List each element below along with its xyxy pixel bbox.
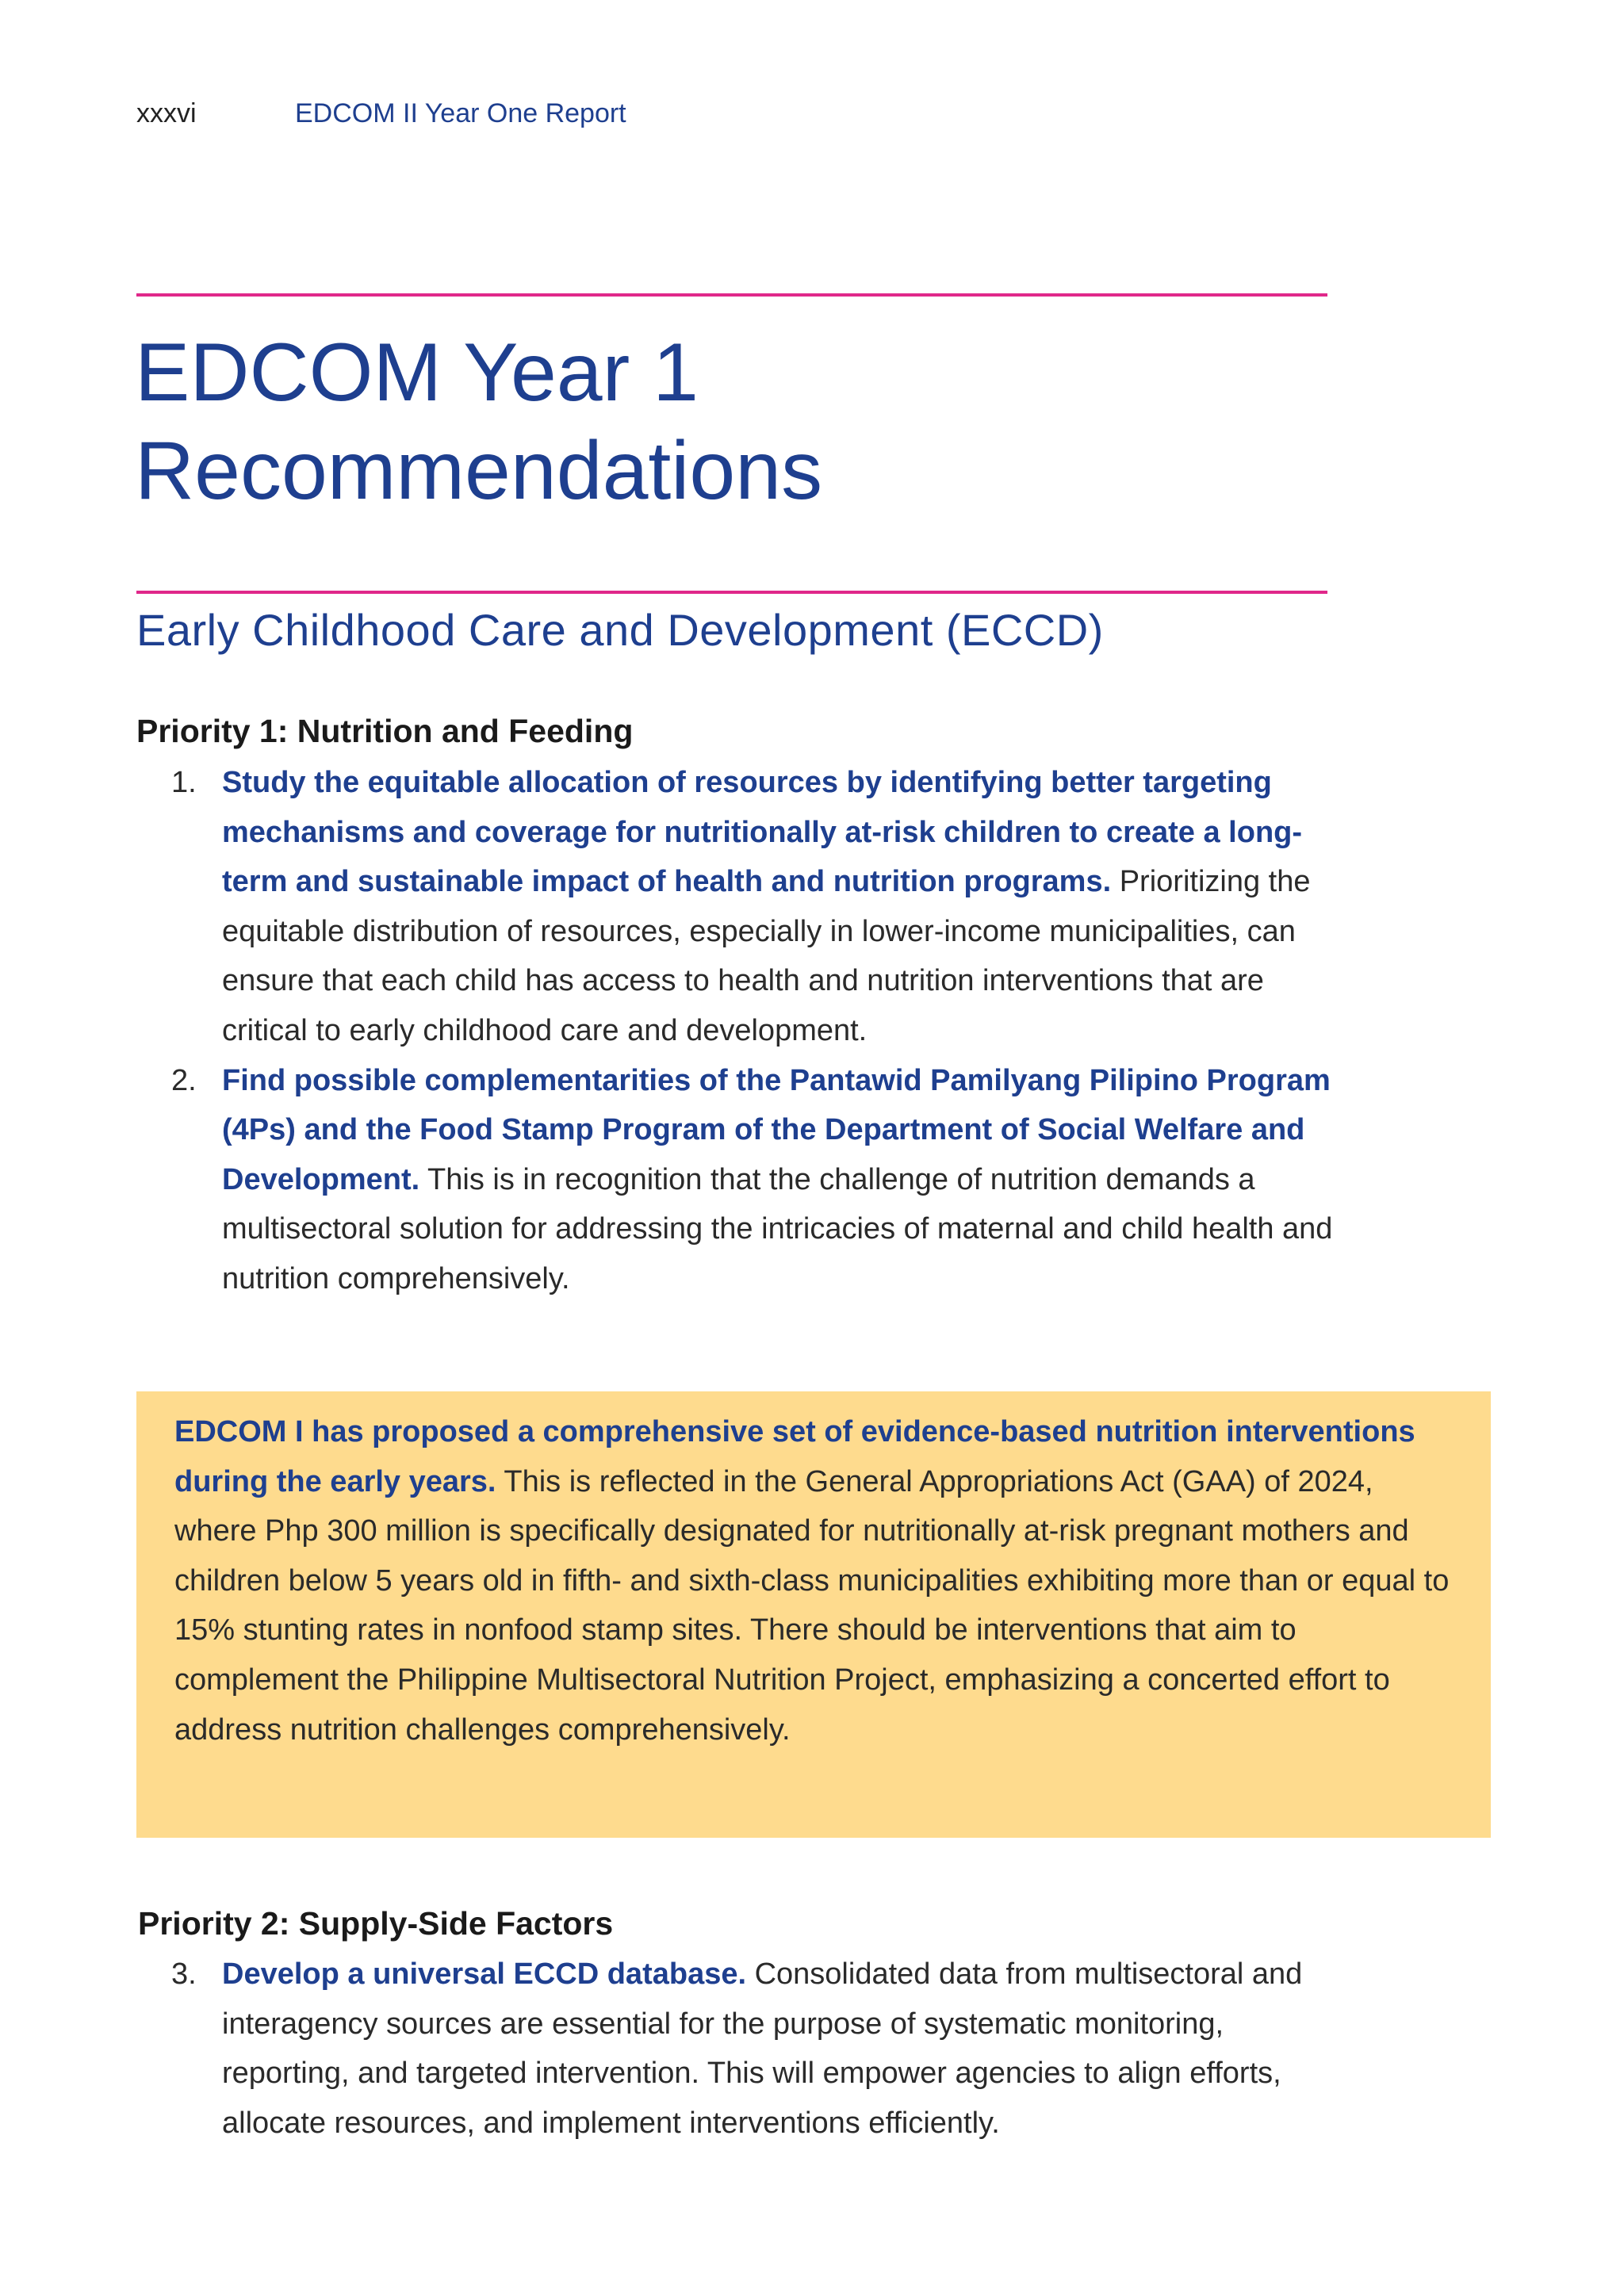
page-title-line-2: Recommendations [135, 425, 823, 517]
recommendation-1-body: Prioritizing the equitable distribution of resources, especially in lower-income municipalities, can ensure that each child has access to health and nutrition interventions that are critical to early childhood care and development. [222, 865, 1311, 1047]
page-title [135, 323, 1324, 520]
recommendation-1-lead: Study the equitable allocation of resources by identifying better targeting mechanisms and coverage for nutritionally at-risk children to create a long-term and sustainable impact of health and nutrition programs. [222, 766, 1303, 899]
callout-body: This is reflected in the General Appropriations Act (GAA) of 2024, where Php 300 million is specifically designated for nutritionally at-risk pregnant mothers and children below 5 years old in fifth- and sixth-class municipalities exhibiting more than or equal to 15% stunting rates in nonfood stamp sites. There should be interventions that aim to complement the Philippine Multisectoral Nutrition Project, emphasizing a concerted effort to address nutrition challenges comprehensively. [174, 1464, 1450, 1747]
page-title-line-1: EDCOM Year 1 [135, 327, 699, 419]
priority-2-list [136, 1950, 1342, 2148]
edcom-callout-box [136, 1391, 1491, 1838]
section-divider [136, 591, 1327, 594]
recommendation-3-body: Consolidated data from multisectoral and interagency sources are essential for the purpose of systematic monitoring, reporting, and targeted intervention. This will empower agencies to align efforts, allocate resources, and implement interventions efficiently. [222, 1957, 1303, 2140]
recommendation-1 [136, 758, 1342, 1056]
recommendation-3-number: 3. [171, 1957, 197, 1991]
recommendation-2-number: 2. [171, 1063, 197, 1097]
priority-2-heading: Priority 2: Supply-Side Factors [138, 1905, 614, 1942]
recommendation-3-lead: Develop a universal ECCD database. [222, 1957, 747, 1991]
recommendation-2-body: This is in recognition that the challenge of nutrition demands a multisectoral solution for addressing the intricacies of maternal and child health and nutrition comprehensively. [222, 1162, 1333, 1295]
recommendation-2-lead: Find possible complementarities of the Pantawid Pamilyang Pilipino Program (4Ps) and the Food Stamp Program of the Department of Social Welfare and Development. [222, 1063, 1331, 1196]
priority-1-heading: Priority 1: Nutrition and Feeding [136, 713, 634, 749]
callout-lead: EDCOM I has proposed a comprehensive set of evidence-based nutrition interventions during the early years. [174, 1415, 1415, 1498]
recommendation-2 [136, 1056, 1342, 1304]
recommendation-3 [136, 1950, 1342, 2148]
top-divider [136, 293, 1327, 297]
callout-text [174, 1407, 1453, 1755]
priority-1-list [136, 758, 1342, 1304]
page-header [136, 98, 626, 129]
recommendation-1-number: 1. [171, 766, 197, 799]
page-number: xxxvi [136, 98, 197, 128]
report-title: EDCOM II Year One Report [295, 98, 626, 128]
section-title: Early Childhood Care and Development (ECCD) [136, 605, 1104, 655]
